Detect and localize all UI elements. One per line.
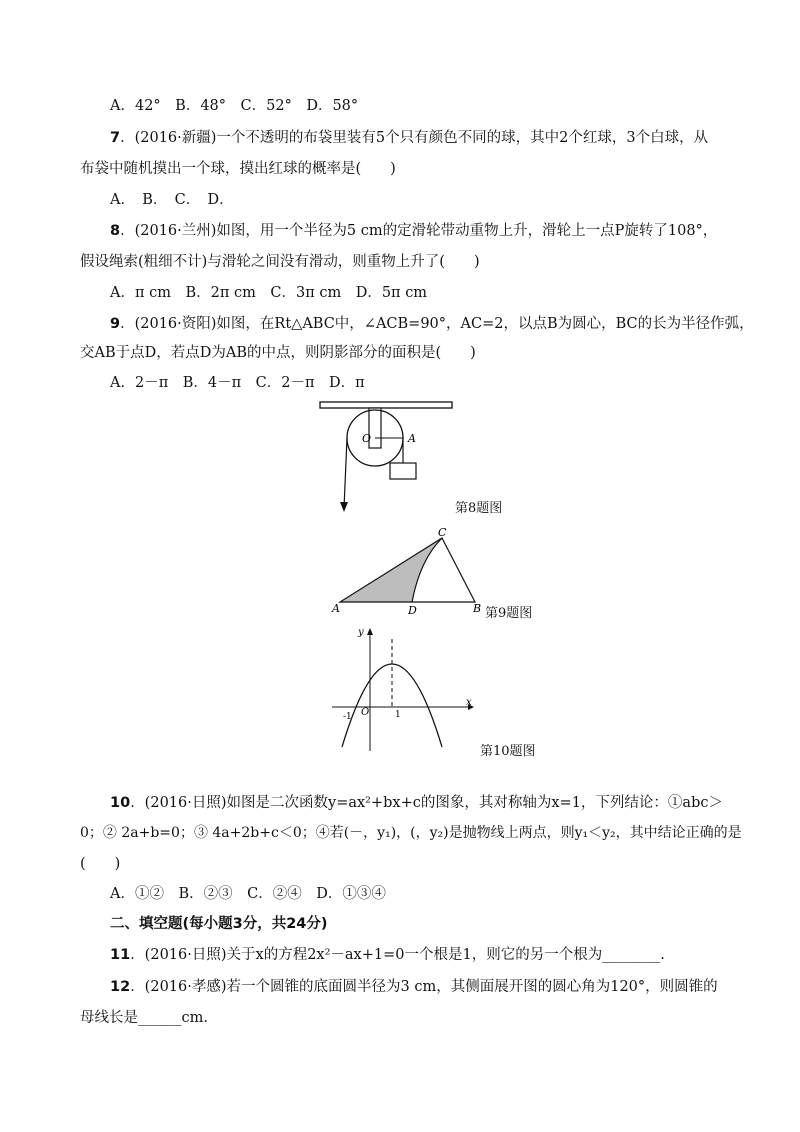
figure-8-caption: 第8题图 — [455, 501, 503, 516]
label-x: x — [466, 697, 472, 708]
q12-line2: 母线长是______cm. — [80, 1010, 208, 1026]
figure-9-triangle — [330, 526, 500, 620]
q7-options: A． B． C． D． — [110, 192, 234, 208]
q10-source: ．(2016·日照) — [130, 795, 227, 811]
q8-line1: 8．(2016·兰州)如图，用一个半径为5 cm的定滑轮带动重物上升，滑轮上一点P旋转了108°， — [110, 223, 718, 239]
q7-line2: 布袋中随机摸出一个球，摸出红球的概率是( ) — [80, 161, 396, 177]
q10-line1: 10．(2016·日照)如图是二次函数y=ax²+bx+c的图象，其对称轴为x=1，下列结论：①abc＞ — [110, 795, 723, 811]
rope-arrow — [340, 502, 348, 512]
rope-left — [344, 438, 347, 508]
q8-options: A．π cm B．2π cm C．3π cm D．5π cm — [110, 285, 428, 301]
ceiling-bar — [320, 402, 452, 408]
y-arrow — [367, 628, 373, 635]
q8-source: ．(2016·兰州) — [120, 223, 217, 239]
figure-8-pulley — [310, 398, 460, 518]
q11-line1: 11．(2016·日照)关于x的方程2x²－ax+1=0一个根是1，则它的另一个根为________. — [110, 947, 665, 963]
label-neg1: -1 — [343, 712, 352, 722]
q9-line2: 交AB于点D，若点D为AB的中点，则阴影部分的面积是( ) — [80, 345, 476, 361]
label-o: O — [361, 707, 370, 718]
figure-10-parabola — [328, 625, 478, 755]
q12-number: 12 — [110, 979, 131, 995]
q10-options: A．①② B．②③ C．②④ D．①③④ — [110, 886, 386, 902]
q10-line2: 0；② 2a+b=0；③ 4a+2b+c＜0；④若(－，y₁)，(，y₂)是抛物线上两点，则y₁＜y₂，其中结论正确的是 — [80, 825, 742, 841]
q11-source: ．(2016·日照) — [130, 947, 227, 963]
q8-line2: 假设绳索(粗细不计)与滑轮之间没有滑动，则重物上升了( ) — [80, 254, 480, 270]
q11-number: 11 — [110, 947, 131, 963]
q9-line1: 9．(2016·资阳)如图，在Rt△ABC中，∠ACB=90°，AC=2，以点B为圆心，BC的长为半径作弧， — [110, 316, 754, 332]
label-y: y — [358, 627, 364, 638]
label-o: O — [362, 432, 372, 445]
label-a: A — [332, 602, 340, 615]
q12-line1: 12．(2016·孝感)若一个圆锥的底面圆半径为3 cm，其侧面展开图的圆心角为120°，则圆锥的 — [110, 979, 718, 995]
q8-number: 8 — [110, 223, 121, 239]
weight-block — [390, 463, 416, 479]
q9-options: A．2－π B．4－π C．2－π D．π — [110, 375, 365, 391]
q10-number: 10 — [110, 795, 131, 811]
label-d: D — [408, 604, 417, 617]
q9-number: 9 — [110, 316, 121, 332]
label-1: 1 — [395, 710, 401, 720]
label-b: B — [473, 602, 482, 615]
label-a: A — [408, 432, 416, 445]
figure-10-caption: 第10题图 — [480, 744, 536, 759]
q7-line1: 7．(2016·新疆)一个不透明的布袋里装有5个只有颜色不同的球，其中2个红球，3个白球，从 — [110, 130, 709, 146]
q9-source: ．(2016·资阳) — [120, 316, 217, 332]
q10-line3: ( ) — [80, 856, 121, 872]
q7-source: ．(2016·新疆) — [120, 130, 217, 146]
label-c: C — [438, 526, 447, 539]
figure-9-caption: 第9题图 — [485, 606, 533, 621]
q7-number: 7 — [110, 130, 121, 146]
q12-source: ．(2016·孝感) — [130, 979, 227, 995]
q6-options: A．42° B．48° C．52° D．58° — [110, 98, 359, 114]
section-2-heading: 二、填空题(每小题3分，共24分) — [110, 916, 328, 932]
